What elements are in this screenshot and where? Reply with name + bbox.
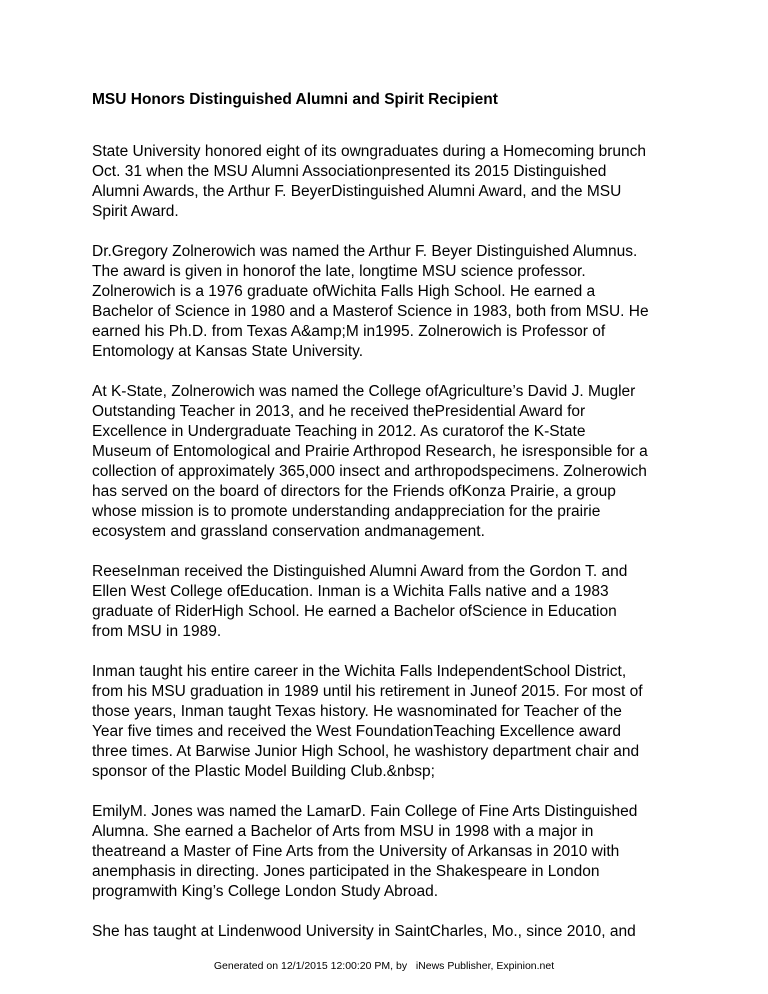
paragraph-line: Outstanding Teacher in 2013, and he received thePresidential Award for: [92, 403, 586, 420]
paragraph-line: ecosystem and grassland conservation andmanagement.: [92, 523, 485, 540]
paragraph-line: programwith King’s College London Study Abroad.: [92, 883, 439, 900]
paragraph-line: EmilyM. Jones was named the LamarD. Fain College of Fine Arts Distinguished: [92, 803, 638, 820]
paragraph-line: ReeseInman received the Distinguished Alumni Award from the Gordon T. and: [92, 563, 628, 580]
paragraph-line: whose mission is to promote understanding andappreciation for the prairie: [92, 503, 601, 520]
page-footer: Generated on 12/1/2015 12:00:20 PM, by iNews Publisher, Expinion.net: [213, 960, 555, 972]
paragraph-line: three times. At Barwise Junior High School, he washistory department chair and: [92, 743, 640, 760]
paragraph-line: Year five times and received the West FoundationTeaching Excellence award: [92, 723, 622, 740]
paragraph-line: Museum of Entomological and Prairie Arthropod Research, he isresponsible for a: [92, 443, 648, 460]
paragraph-line: sponsor of the Plastic Model Building Club.&nbsp;: [92, 763, 435, 780]
paragraph-line: anemphasis in directing. Jones participated in the Shakespeare in London: [92, 863, 600, 880]
paragraph-line: earned his Ph.D. from Texas A&amp;M in1995. Zolnerowich is Professor of: [92, 323, 606, 340]
paragraph-line: Ellen West College ofEducation. Inman is a Wichita Falls native and a 1983: [92, 583, 609, 600]
paragraph: [92, 382, 692, 542]
article-paragraphs: [92, 142, 692, 942]
paragraph-line: Spirit Award.: [92, 203, 179, 220]
paragraph-line: State University honored eight of its owngraduates during a Homecoming brunch: [92, 143, 647, 160]
paragraph-line: Alumni Awards, the Arthur F. BeyerDistinguished Alumni Award, and the MSU: [92, 183, 622, 200]
paragraph-line: Bachelor of Science in 1980 and a Masterof Science in 1983, both from MSU. He: [92, 303, 649, 320]
paragraph-line: from his MSU graduation in 1989 until his retirement in Juneof 2015. For most of: [92, 683, 643, 700]
paragraph: [92, 142, 692, 222]
paragraph-line: collection of approximately 365,000 insect and arthropodspecimens. Zolnerowich: [92, 463, 647, 480]
paragraph-line: Entomology at Kansas State University.: [92, 343, 364, 360]
paragraph: [92, 662, 692, 782]
paragraph: [92, 242, 692, 362]
paragraph-line: At K-State, Zolnerowich was named the College ofAgriculture’s David J. Mugler: [92, 383, 636, 400]
article-title: MSU Honors Distinguished Alumni and Spirit Recipient: [92, 91, 498, 108]
paragraph-line: Zolnerowich is a 1976 graduate ofWichita Falls High School. He earned a: [92, 283, 596, 300]
paragraph: [92, 922, 692, 942]
paragraph-line: theatreand a Master of Fine Arts from the University of Arkansas in 2010 with: [92, 843, 620, 860]
paragraph: [92, 802, 692, 902]
paragraph-line: has served on the board of directors for the Friends ofKonza Prairie, a group: [92, 483, 616, 500]
paragraph-line: The award is given in honorof the late, longtime MSU science professor.: [92, 263, 586, 280]
paragraph-line: Oct. 31 when the MSU Alumni Associationpresented its 2015 Distinguished: [92, 163, 607, 180]
article-body: [92, 90, 692, 962]
paragraph-line: Dr.Gregory Zolnerowich was named the Arthur F. Beyer Distinguished Alumnus.: [92, 243, 638, 260]
paragraph-line: Excellence in Undergraduate Teaching in 2012. As curatorof the K-State: [92, 423, 586, 440]
paragraph-line: those years, Inman taught Texas history. He wasnominated for Teacher of the: [92, 703, 622, 720]
paragraph-line: Inman taught his entire career in the Wichita Falls IndependentSchool District,: [92, 663, 627, 680]
paragraph: [92, 562, 692, 642]
paragraph-line: from MSU in 1989.: [92, 623, 222, 640]
paragraph-line: Alumna. She earned a Bachelor of Arts from MSU in 1998 with a major in: [92, 823, 594, 840]
paragraph-line: She has taught at Lindenwood University in SaintCharles, Mo., since 2010, and: [92, 923, 636, 940]
paragraph-line: graduate of RiderHigh School. He earned a Bachelor ofScience in Education: [92, 603, 617, 620]
